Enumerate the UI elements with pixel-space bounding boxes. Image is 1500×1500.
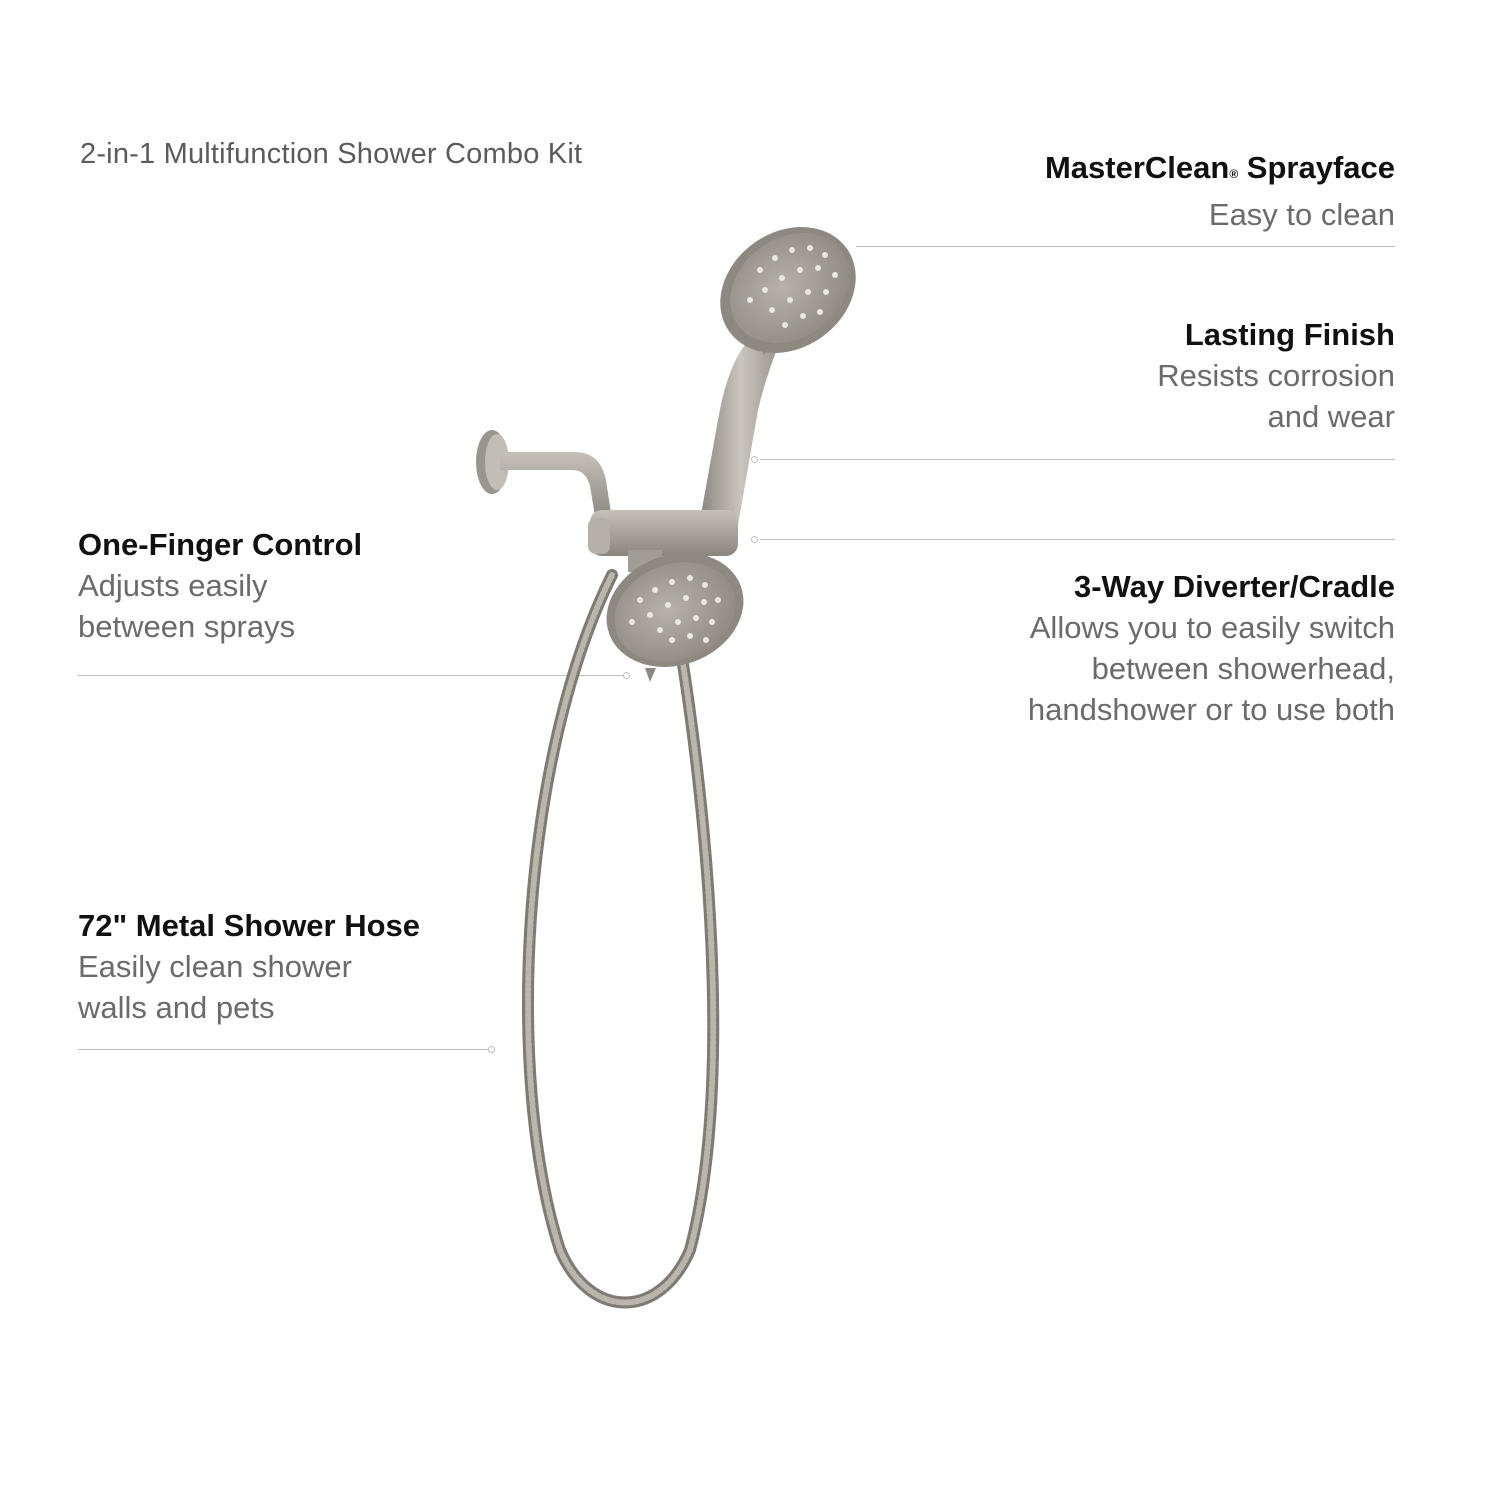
feature-diverter-desc-3: handshower or to use both xyxy=(1027,692,1395,727)
shower-arm xyxy=(476,430,612,522)
feature-hose-title: 72" Metal Shower Hose xyxy=(78,908,421,943)
handshower-head xyxy=(696,201,880,379)
metal-hose xyxy=(528,575,713,1303)
feature-diverter-desc-1: Allows you to easily switch xyxy=(1029,610,1395,645)
feature-control-title: One-Finger Control xyxy=(78,527,363,562)
feature-hose-desc-1: Easily clean shower xyxy=(78,949,352,984)
feature-diverter-title: 3-Way Diverter/Cradle xyxy=(1073,569,1395,604)
product-title: 2-in-1 Multifunction Shower Combo Kit xyxy=(80,138,583,170)
feature-sprayface-desc: Easy to clean xyxy=(1208,197,1395,232)
feature-sprayface-title: MasterClean® Sprayface xyxy=(1044,150,1395,185)
fixed-showerhead xyxy=(590,534,759,685)
feature-finish-desc-1: Resists corrosion xyxy=(1157,358,1395,393)
feature-control-desc-1: Adjusts easily xyxy=(78,568,268,603)
feature-hose-desc-2: walls and pets xyxy=(78,990,275,1025)
feature-finish-desc-2: and wear xyxy=(1267,399,1395,434)
feature-diverter-desc-2: between showerhead, xyxy=(1091,651,1395,686)
feature-control-desc-2: between sprays xyxy=(78,609,296,644)
feature-finish-title: Lasting Finish xyxy=(1184,317,1395,352)
